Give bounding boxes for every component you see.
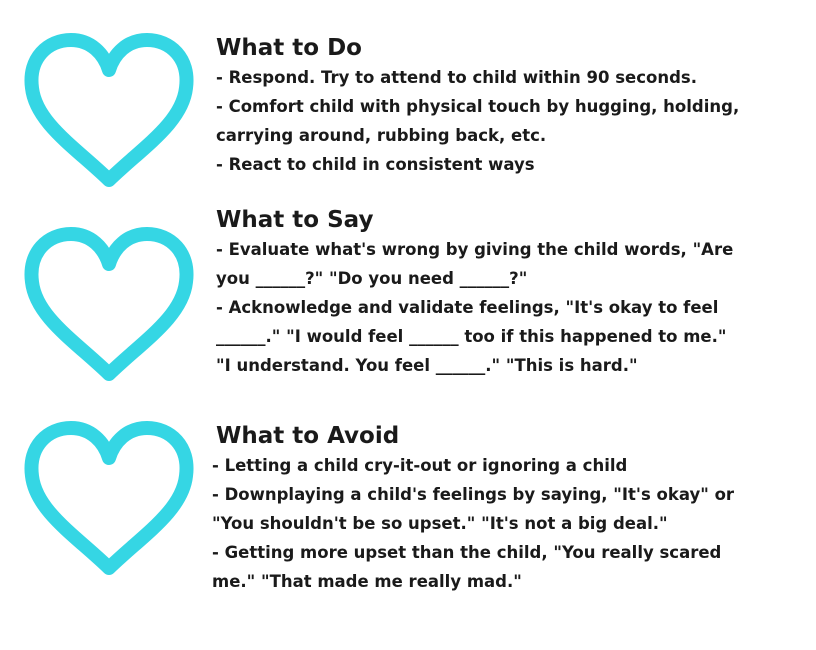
section-line: - Downplaying a child's feelings by saying, "It's okay" or xyxy=(212,485,735,504)
section-what-to-say xyxy=(216,205,733,380)
section-line: - Comfort child with physical touch by hugging, holding, xyxy=(216,97,740,116)
section-line: - Letting a child cry-it-out or ignoring a child xyxy=(212,456,628,475)
section-line: - Respond. Try to attend to child within 90 seconds. xyxy=(216,68,697,87)
section-line: - Evaluate what's wrong by giving the child words, "Are xyxy=(216,240,734,259)
section-line: carrying around, rubbing back, etc. xyxy=(216,126,547,145)
heart-outline-icon xyxy=(16,28,202,188)
section-line: "You shouldn't be so upset." "It's not a big deal." xyxy=(212,514,668,533)
section-line: "I understand. You feel ______." "This is hard." xyxy=(216,356,638,375)
heart-outline-icon xyxy=(16,222,202,382)
heart-outline-icon xyxy=(16,416,202,576)
section-what-to-avoid xyxy=(212,421,734,596)
section-line: you ______?" "Do you need ______?" xyxy=(216,269,528,288)
section-line: - React to child in consistent ways xyxy=(216,155,535,174)
section-line: ______." "I would feel ______ too if this happened to me." xyxy=(216,327,727,346)
section-what-to-do xyxy=(216,33,739,179)
section-line: - Acknowledge and validate feelings, "It's okay to feel xyxy=(216,298,719,317)
section-heading: What to Avoid xyxy=(216,423,400,449)
section-heading: What to Say xyxy=(216,207,374,233)
section-line: me." "That made me really mad." xyxy=(212,572,522,591)
section-line: - Getting more upset than the child, "You really scared xyxy=(212,543,722,562)
section-heading: What to Do xyxy=(216,35,362,61)
